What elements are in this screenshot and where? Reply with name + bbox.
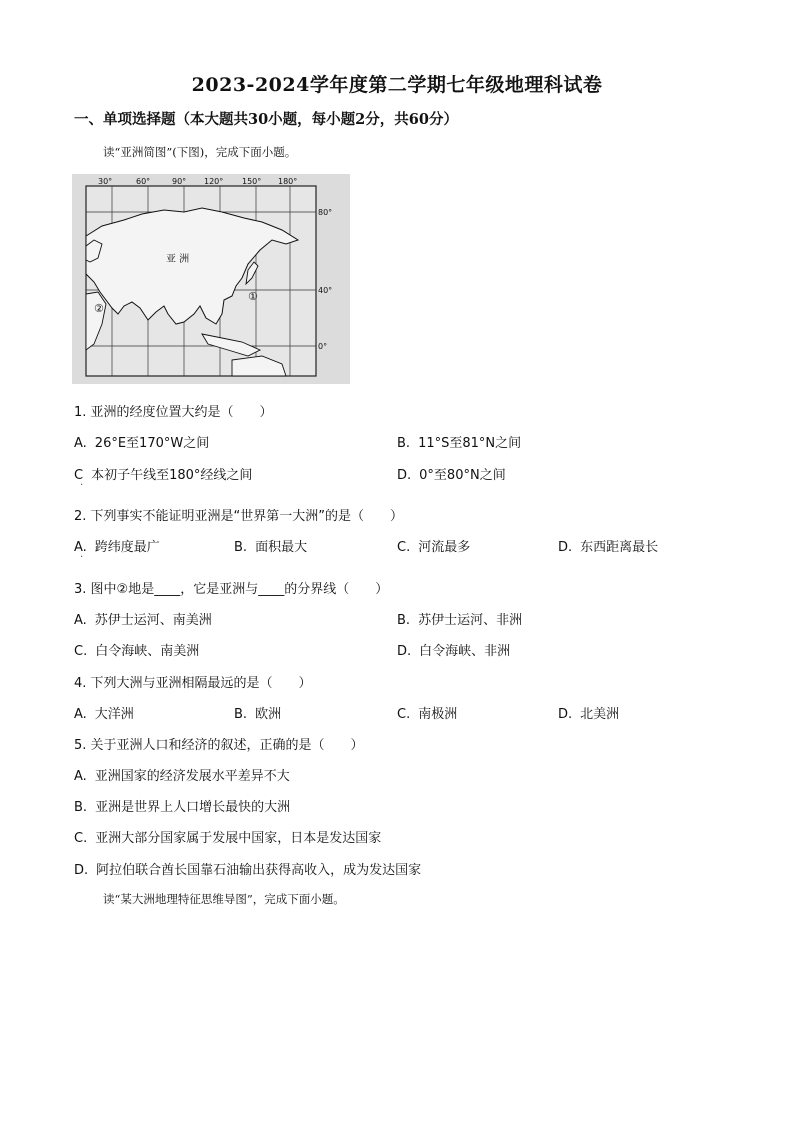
option-key: C.: [397, 707, 411, 722]
lat-label-80: 80°: [318, 208, 333, 217]
option-text: 苏伊士运河、南美洲: [94, 613, 212, 628]
option-text: 11°S至81°N之间: [418, 436, 522, 451]
q5-option-d[interactable]: [74, 859, 421, 878]
question-1-stem: 1. 亚洲的经度位置大约是（ ）: [74, 405, 273, 420]
lon-label-150: 150°: [242, 177, 262, 186]
q4-option-a[interactable]: [74, 703, 134, 722]
q5-option-c[interactable]: [74, 827, 381, 846]
option-text: 河流最多: [418, 540, 471, 555]
marker-2: ②: [94, 302, 104, 315]
option-text: 大洋洲: [94, 707, 134, 722]
q1-option-b[interactable]: [397, 432, 521, 451]
option-text: 北美洲: [580, 707, 620, 722]
option-text: 亚洲国家的经济发展水平差异不大: [94, 769, 290, 784]
option-key: A.: [74, 613, 87, 628]
q4-option-b[interactable]: [234, 703, 281, 722]
lon-label-60: 60°: [136, 177, 151, 186]
lon-label-90: 90°: [172, 177, 187, 186]
option-key: D.: [397, 644, 412, 659]
option-key: B.: [74, 800, 88, 815]
option-text: 26°E至170°W之间: [94, 436, 210, 451]
option-text: 东西距离最长: [580, 540, 659, 555]
q1-option-d[interactable]: [397, 464, 506, 483]
option-text: 本初子午线至180°经线之间: [91, 468, 253, 483]
option-text: 亚洲大部分国家属于发展中国家，日本是发达国家: [95, 831, 382, 846]
option-text: 苏伊士运河、非洲: [418, 613, 523, 628]
option-key: A.: [74, 436, 87, 451]
option-text: 0°至80°N之间: [419, 468, 506, 483]
q1-option-a[interactable]: [74, 432, 209, 451]
option-text: 欧洲: [255, 707, 282, 722]
q3-option-b[interactable]: [397, 609, 522, 628]
option-key: A.: [74, 769, 87, 784]
question-5-stem: 5. 关于亚洲人口和经济的叙述，正确的是（ ）: [74, 738, 364, 753]
q4-option-c[interactable]: [397, 703, 457, 722]
option-text: 白令海峡、非洲: [419, 644, 511, 659]
reading-instruction-1: 读“亚洲简图”(下图)，完成下面小题。: [103, 145, 297, 159]
option-text: 亚洲是世界上人口增长最快的大洲: [95, 800, 291, 815]
q2-option-c[interactable]: [397, 536, 470, 555]
option-key: B.: [397, 613, 411, 628]
option-text: 南极洲: [418, 707, 458, 722]
option-text: 跨纬度最广: [94, 540, 160, 555]
option-key: D.: [397, 468, 412, 483]
q2-option-b[interactable]: [234, 536, 307, 555]
option-key: D.: [558, 707, 573, 722]
option-key: B.: [234, 540, 248, 555]
q3-option-d[interactable]: [397, 640, 510, 659]
reading-instruction-2: 读“某大洲地理特征思维导图”，完成下面小题。: [103, 892, 345, 906]
option-key: A.: [74, 540, 87, 555]
option-key: D.: [74, 863, 89, 878]
lon-label-30: 30°: [98, 177, 113, 186]
option-key: C: [74, 468, 84, 483]
q2-option-a[interactable]: [74, 536, 160, 555]
option-key: C.: [74, 831, 88, 846]
section-heading: 一、单项选择题（本大题共30小题，每小题2分，共60分）: [74, 111, 458, 128]
q3-option-c[interactable]: [74, 640, 199, 659]
continent-label: 亚 洲: [166, 254, 190, 265]
option-text: 阿拉伯联合酋长国靠石油输出获得高收入，成为发达国家: [96, 863, 422, 878]
option-key: B.: [234, 707, 248, 722]
option-text: 白令海峡、南美洲: [95, 644, 200, 659]
q3-option-a[interactable]: [74, 609, 212, 628]
stray-mark: ·: [80, 480, 84, 491]
exam-title: 2023-2024学年度第二学期七年级地理科试卷: [191, 74, 603, 96]
option-key: C.: [74, 644, 88, 659]
question-3-stem: 3. 图中②地是____，它是亚洲与____的分界线（ ）: [74, 582, 389, 597]
lat-label-0: 0°: [318, 342, 328, 351]
option-text: 面积最大: [255, 540, 308, 555]
marker-1: ①: [248, 290, 258, 303]
q5-option-b[interactable]: [74, 796, 290, 815]
question-4-stem: 4. 下列大洲与亚洲相隔最远的是（ ）: [74, 676, 312, 691]
q5-option-a[interactable]: [74, 765, 290, 784]
stray-mark: ·: [80, 552, 84, 563]
q2-option-d[interactable]: [558, 536, 658, 555]
option-key: A.: [74, 707, 87, 722]
question-2-stem: 2. 下列事实不能证明亚洲是“世界第一大洲”的是（ ）: [74, 509, 404, 524]
q1-option-c[interactable]: [74, 464, 252, 483]
option-key: B.: [397, 436, 411, 451]
lat-label-40: 40°: [318, 286, 333, 295]
asia-map-graphic: [72, 174, 350, 384]
option-key: D.: [558, 540, 573, 555]
option-key: C.: [397, 540, 411, 555]
asia-map: [72, 174, 350, 384]
lon-label-120: 120°: [204, 177, 224, 186]
lon-label-180: 180°: [278, 177, 298, 186]
q4-option-d[interactable]: [558, 703, 619, 722]
